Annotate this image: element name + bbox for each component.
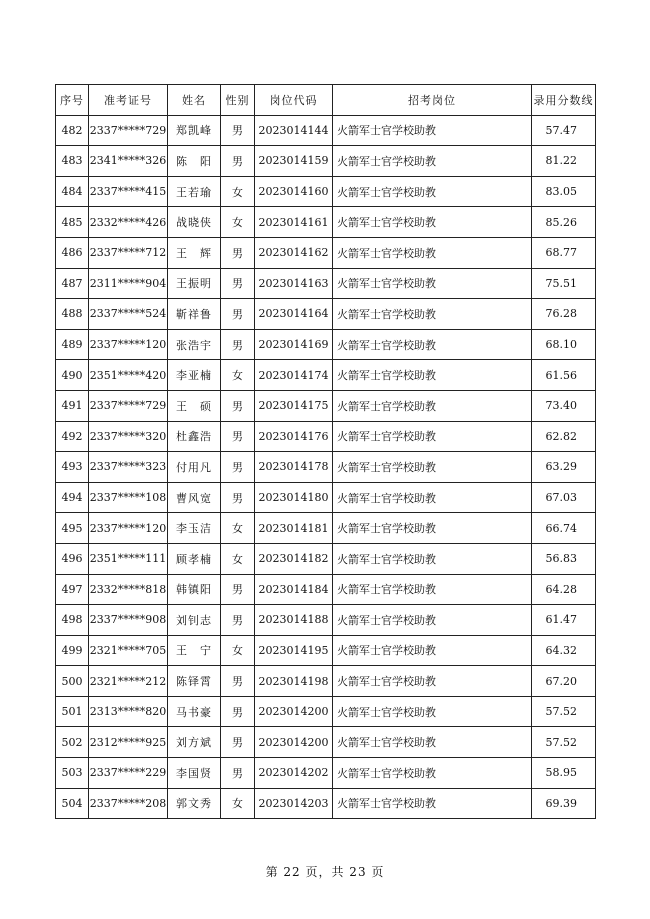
cell-post: 火箭军士官学校助教 <box>333 543 532 574</box>
cell-gender: 女 <box>221 176 255 207</box>
cell-post: 火箭军士官学校助教 <box>333 605 532 636</box>
cell-score: 64.28 <box>532 574 596 605</box>
cell-seq: 503 <box>56 758 89 789</box>
cell-name: 李亚楠 <box>168 360 221 391</box>
cell-exam-id: 2337*****524 <box>89 299 168 330</box>
cell-gender: 男 <box>221 237 255 268</box>
cell-seq: 482 <box>56 115 89 146</box>
cell-post: 火箭军士官学校助教 <box>333 299 532 330</box>
cell-score: 68.10 <box>532 329 596 360</box>
cell-post-code: 2023014175 <box>255 390 333 421</box>
cell-gender: 女 <box>221 788 255 819</box>
cell-post: 火箭军士官学校助教 <box>333 237 532 268</box>
cell-score: 64.32 <box>532 635 596 666</box>
cell-gender: 男 <box>221 146 255 177</box>
cell-exam-id: 2337*****208 <box>89 788 168 819</box>
cell-name: 战晓侠 <box>168 207 221 238</box>
cell-exam-id: 2332*****818 <box>89 574 168 605</box>
table-row <box>56 360 596 391</box>
cell-post-code: 2023014198 <box>255 666 333 697</box>
table-row <box>56 727 596 758</box>
cell-seq: 492 <box>56 421 89 452</box>
cell-exam-id: 2312*****925 <box>89 727 168 758</box>
cell-name: 李国贤 <box>168 758 221 789</box>
cell-post-code: 2023014164 <box>255 299 333 330</box>
cell-seq: 490 <box>56 360 89 391</box>
cell-post-code: 2023014202 <box>255 758 333 789</box>
cell-seq: 487 <box>56 268 89 299</box>
cell-name: 王若瑜 <box>168 176 221 207</box>
cell-exam-id: 2341*****326 <box>89 146 168 177</box>
cell-exam-id: 2337*****120 <box>89 513 168 544</box>
cell-exam-id: 2313*****820 <box>89 696 168 727</box>
table-row <box>56 390 596 421</box>
cell-post-code: 2023014159 <box>255 146 333 177</box>
cell-seq: 486 <box>56 237 89 268</box>
cell-post-code: 2023014200 <box>255 727 333 758</box>
table-row <box>56 237 596 268</box>
cell-post: 火箭军士官学校助教 <box>333 635 532 666</box>
cell-exam-id: 2337*****712 <box>89 237 168 268</box>
cell-post-code: 2023014181 <box>255 513 333 544</box>
cell-post-code: 2023014144 <box>255 115 333 146</box>
cell-score: 58.95 <box>532 758 596 789</box>
cell-name: 郭文秀 <box>168 788 221 819</box>
cell-score: 57.47 <box>532 115 596 146</box>
cell-exam-id: 2337*****729 <box>89 390 168 421</box>
cell-seq: 501 <box>56 696 89 727</box>
cell-name: 付用凡 <box>168 452 221 483</box>
table-header <box>56 85 596 116</box>
cell-gender: 男 <box>221 268 255 299</box>
cell-score: 66.74 <box>532 513 596 544</box>
cell-gender: 男 <box>221 299 255 330</box>
cell-name: 曹风宽 <box>168 482 221 513</box>
table-row <box>56 696 596 727</box>
cell-name: 韩镇阳 <box>168 574 221 605</box>
column-header-name: 姓名 <box>168 85 221 116</box>
cell-score: 68.77 <box>532 237 596 268</box>
column-header-seq: 序号 <box>56 85 89 116</box>
table-row <box>56 452 596 483</box>
table-row <box>56 329 596 360</box>
cell-score: 57.52 <box>532 696 596 727</box>
cell-gender: 男 <box>221 758 255 789</box>
cell-name: 王 辉 <box>168 237 221 268</box>
table-body <box>56 115 596 819</box>
table-row <box>56 421 596 452</box>
cell-post-code: 2023014184 <box>255 574 333 605</box>
table-row <box>56 758 596 789</box>
cell-post: 火箭军士官学校助教 <box>333 360 532 391</box>
cell-score: 83.05 <box>532 176 596 207</box>
cell-post: 火箭军士官学校助教 <box>333 727 532 758</box>
cell-seq: 500 <box>56 666 89 697</box>
column-header-score: 录用分数线 <box>532 85 596 116</box>
page-footer: 第 22 页，共 23 页 <box>265 865 385 879</box>
cell-exam-id: 2337*****729 <box>89 115 168 146</box>
cell-seq: 494 <box>56 482 89 513</box>
cell-post: 火箭军士官学校助教 <box>333 482 532 513</box>
cell-name: 陈铎霄 <box>168 666 221 697</box>
cell-name: 杜鑫浩 <box>168 421 221 452</box>
cell-post: 火箭军士官学校助教 <box>333 452 532 483</box>
column-header-post: 招考岗位 <box>333 85 532 116</box>
cell-score: 63.29 <box>532 452 596 483</box>
table-row <box>56 482 596 513</box>
cell-name: 顾孝楠 <box>168 543 221 574</box>
cell-gender: 女 <box>221 207 255 238</box>
table-row <box>56 635 596 666</box>
cell-post-code: 2023014160 <box>255 176 333 207</box>
cell-seq: 495 <box>56 513 89 544</box>
cell-seq: 497 <box>56 574 89 605</box>
cell-post-code: 2023014162 <box>255 237 333 268</box>
cell-gender: 女 <box>221 543 255 574</box>
cell-post: 火箭军士官学校助教 <box>333 788 532 819</box>
cell-name: 靳祥鲁 <box>168 299 221 330</box>
cell-name: 王 宁 <box>168 635 221 666</box>
cell-post: 火箭军士官学校助教 <box>333 758 532 789</box>
cell-exam-id: 2351*****420 <box>89 360 168 391</box>
cell-score: 76.28 <box>532 299 596 330</box>
cell-gender: 女 <box>221 635 255 666</box>
table-row <box>56 513 596 544</box>
cell-seq: 489 <box>56 329 89 360</box>
cell-score: 75.51 <box>532 268 596 299</box>
cell-post-code: 2023014195 <box>255 635 333 666</box>
cell-name: 刘方斌 <box>168 727 221 758</box>
cell-post: 火箭军士官学校助教 <box>333 390 532 421</box>
cell-gender: 男 <box>221 605 255 636</box>
cell-post: 火箭军士官学校助教 <box>333 666 532 697</box>
cell-score: 61.47 <box>532 605 596 636</box>
cell-seq: 491 <box>56 390 89 421</box>
cell-post-code: 2023014180 <box>255 482 333 513</box>
cell-gender: 男 <box>221 329 255 360</box>
cell-post-code: 2023014178 <box>255 452 333 483</box>
header-row <box>56 85 596 116</box>
table-row <box>56 299 596 330</box>
table-row <box>56 788 596 819</box>
table-row <box>56 146 596 177</box>
cell-post: 火箭军士官学校助教 <box>333 176 532 207</box>
cell-score: 56.83 <box>532 543 596 574</box>
cell-exam-id: 2332*****426 <box>89 207 168 238</box>
cell-exam-id: 2351*****111 <box>89 543 168 574</box>
table-row <box>56 176 596 207</box>
cell-gender: 男 <box>221 482 255 513</box>
cell-gender: 男 <box>221 727 255 758</box>
cell-gender: 男 <box>221 421 255 452</box>
cell-post: 火箭军士官学校助教 <box>333 207 532 238</box>
table-row <box>56 605 596 636</box>
cell-post-code: 2023014161 <box>255 207 333 238</box>
cell-post: 火箭军士官学校助教 <box>333 329 532 360</box>
cell-seq: 498 <box>56 605 89 636</box>
cell-post-code: 2023014182 <box>255 543 333 574</box>
cell-post: 火箭军士官学校助教 <box>333 146 532 177</box>
table-row <box>56 207 596 238</box>
cell-seq: 504 <box>56 788 89 819</box>
cell-exam-id: 2337*****908 <box>89 605 168 636</box>
cell-post-code: 2023014163 <box>255 268 333 299</box>
cell-exam-id: 2337*****415 <box>89 176 168 207</box>
cell-name: 王振明 <box>168 268 221 299</box>
cell-post: 火箭军士官学校助教 <box>333 115 532 146</box>
cell-score: 85.26 <box>532 207 596 238</box>
cell-seq: 485 <box>56 207 89 238</box>
cell-gender: 男 <box>221 696 255 727</box>
cell-name: 王 硕 <box>168 390 221 421</box>
table-row <box>56 268 596 299</box>
cell-exam-id: 2337*****120 <box>89 329 168 360</box>
cell-seq: 496 <box>56 543 89 574</box>
cell-gender: 男 <box>221 666 255 697</box>
cell-gender: 男 <box>221 452 255 483</box>
cell-post: 火箭军士官学校助教 <box>333 421 532 452</box>
cell-seq: 499 <box>56 635 89 666</box>
cell-post: 火箭军士官学校助教 <box>333 696 532 727</box>
cell-name: 张浩宇 <box>168 329 221 360</box>
cell-post-code: 2023014169 <box>255 329 333 360</box>
cell-post-code: 2023014203 <box>255 788 333 819</box>
cell-post-code: 2023014174 <box>255 360 333 391</box>
column-header-gender: 性别 <box>221 85 255 116</box>
cell-name: 陈 阳 <box>168 146 221 177</box>
cell-gender: 男 <box>221 115 255 146</box>
cell-score: 67.20 <box>532 666 596 697</box>
cell-score: 62.82 <box>532 421 596 452</box>
cell-gender: 男 <box>221 390 255 421</box>
cell-gender: 男 <box>221 574 255 605</box>
cell-seq: 493 <box>56 452 89 483</box>
cell-name: 郑凯峰 <box>168 115 221 146</box>
cell-score: 69.39 <box>532 788 596 819</box>
cell-exam-id: 2321*****212 <box>89 666 168 697</box>
results-table <box>55 84 596 819</box>
cell-exam-id: 2337*****320 <box>89 421 168 452</box>
cell-name: 马书豪 <box>168 696 221 727</box>
cell-score: 67.03 <box>532 482 596 513</box>
cell-post: 火箭军士官学校助教 <box>333 513 532 544</box>
cell-seq: 488 <box>56 299 89 330</box>
cell-score: 81.22 <box>532 146 596 177</box>
cell-score: 73.40 <box>532 390 596 421</box>
cell-exam-id: 2321*****705 <box>89 635 168 666</box>
table-row <box>56 574 596 605</box>
table-row <box>56 115 596 146</box>
cell-post-code: 2023014188 <box>255 605 333 636</box>
cell-seq: 484 <box>56 176 89 207</box>
cell-post-code: 2023014200 <box>255 696 333 727</box>
table-row <box>56 543 596 574</box>
cell-post-code: 2023014176 <box>255 421 333 452</box>
cell-score: 61.56 <box>532 360 596 391</box>
cell-exam-id: 2311*****904 <box>89 268 168 299</box>
cell-score: 57.52 <box>532 727 596 758</box>
cell-name: 李玉洁 <box>168 513 221 544</box>
column-header-exam-id: 准考证号 <box>89 85 168 116</box>
cell-exam-id: 2337*****323 <box>89 452 168 483</box>
cell-seq: 502 <box>56 727 89 758</box>
column-header-post-code: 岗位代码 <box>255 85 333 116</box>
cell-post: 火箭军士官学校助教 <box>333 574 532 605</box>
cell-exam-id: 2337*****229 <box>89 758 168 789</box>
cell-seq: 483 <box>56 146 89 177</box>
cell-name: 刘钊志 <box>168 605 221 636</box>
table-row <box>56 666 596 697</box>
cell-gender: 女 <box>221 513 255 544</box>
cell-gender: 女 <box>221 360 255 391</box>
cell-exam-id: 2337*****108 <box>89 482 168 513</box>
cell-post: 火箭军士官学校助教 <box>333 268 532 299</box>
